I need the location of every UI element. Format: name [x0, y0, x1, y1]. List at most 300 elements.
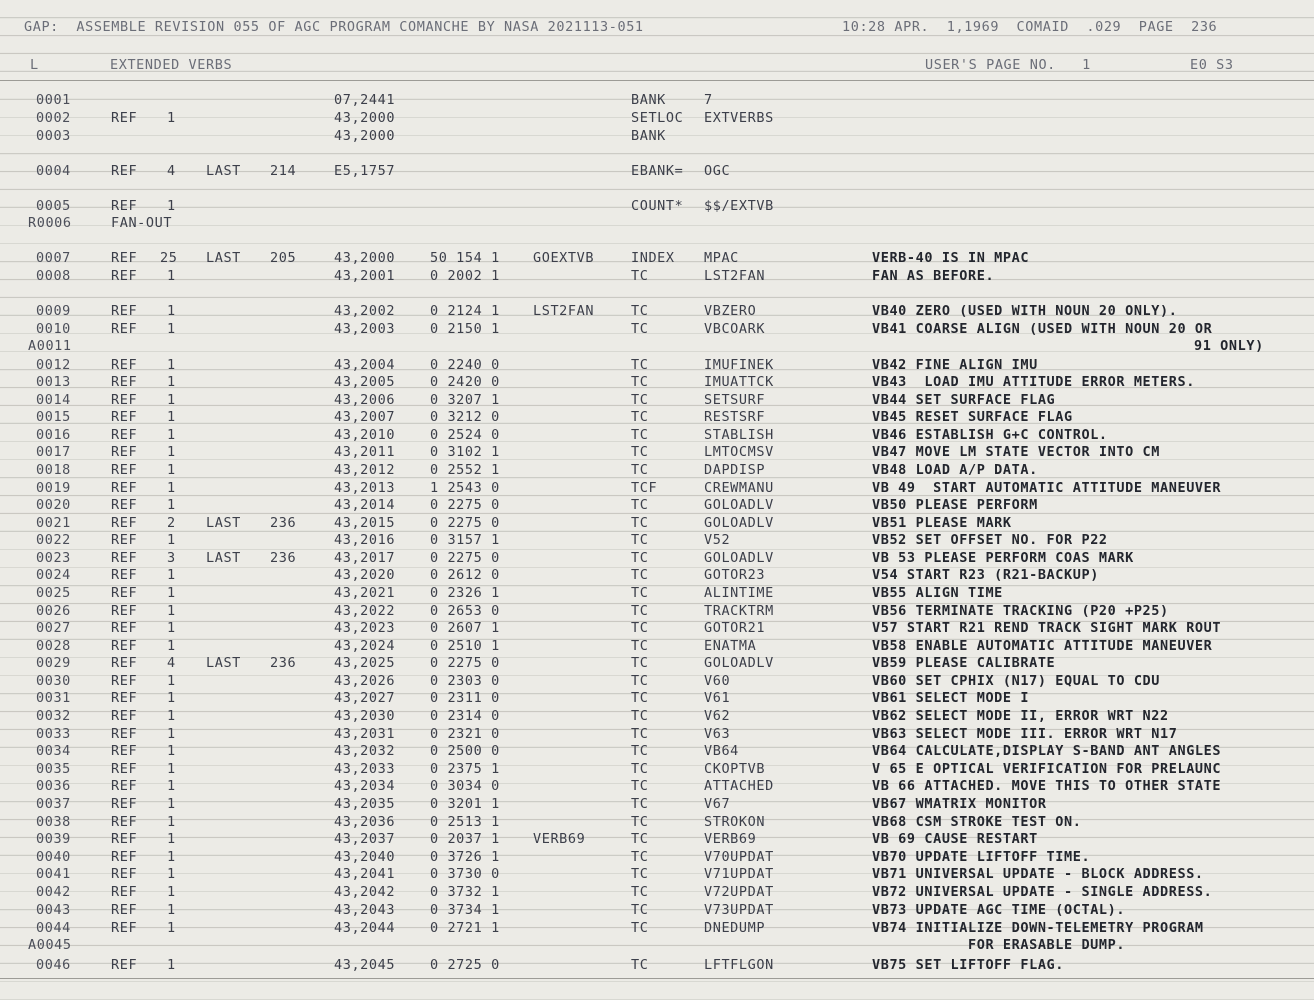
operand: STABLISH	[704, 427, 774, 443]
line-number: 0035	[36, 761, 71, 777]
opcode: TC	[631, 920, 649, 936]
ref-count: 1	[167, 831, 176, 847]
ref-count: 1	[167, 198, 176, 214]
address: 43,2010	[334, 427, 396, 443]
comment: VB 69 CAUSE RESTART	[872, 831, 1038, 847]
opcode: TC	[631, 743, 649, 759]
operand: V67	[704, 796, 731, 812]
operand: SETSURF	[704, 392, 766, 408]
opcode: TC	[631, 515, 649, 531]
opcode: TC	[631, 761, 649, 777]
opcode: INDEX	[631, 250, 675, 266]
opcode: TC	[631, 427, 649, 443]
octal-code: 0 2321 0	[430, 726, 500, 742]
comment: VB75 SET LIFTOFF FLAG.	[872, 957, 1065, 973]
ref-marker: REF	[111, 620, 138, 636]
comment: VB43 LOAD IMU ATTITUDE ERROR METERS.	[872, 374, 1195, 390]
comment: VB62 SELECT MODE II, ERROR WRT N22	[872, 708, 1169, 724]
line-number: 0037	[36, 796, 71, 812]
ref-count: 1	[167, 603, 176, 619]
last-marker: LAST	[206, 515, 241, 531]
line-number: A0045	[28, 937, 72, 953]
operand: ATTACHED	[704, 778, 774, 794]
octal-code: 0 3034 0	[430, 778, 500, 794]
operand: CREWMANU	[704, 480, 774, 496]
octal-code: 0 3726 1	[430, 849, 500, 865]
ref-marker: FAN-OUT	[111, 215, 173, 231]
operand: VB64	[704, 743, 739, 759]
address: 43,2001	[334, 268, 396, 284]
octal-code: 0 2375 1	[430, 761, 500, 777]
line-number: 0026	[36, 603, 71, 619]
line-number: 0008	[36, 268, 71, 284]
ref-marker: REF	[111, 585, 138, 601]
comment: VB70 UPDATE LIFTOFF TIME.	[872, 849, 1091, 865]
octal-code: 0 2552 1	[430, 462, 500, 478]
octal-code: 0 2510 1	[430, 638, 500, 654]
operand: DNEDUMP	[704, 920, 766, 936]
ref-marker: REF	[111, 849, 138, 865]
comment: VB68 CSM STROKE TEST ON.	[872, 814, 1082, 830]
ref-count: 1	[167, 673, 176, 689]
line-number: 0023	[36, 550, 71, 566]
ref-marker: REF	[111, 884, 138, 900]
opcode: TC	[631, 374, 649, 390]
address: 43,2027	[334, 690, 396, 706]
line-number: 0039	[36, 831, 71, 847]
ref-marker: REF	[111, 110, 138, 126]
comment: VB73 UPDATE AGC TIME (OCTAL).	[872, 902, 1126, 918]
ref-marker: REF	[111, 480, 138, 496]
ref-marker: REF	[111, 866, 138, 882]
ref-count: 1	[167, 726, 176, 742]
octal-code: 0 3207 1	[430, 392, 500, 408]
address: 43,2005	[334, 374, 396, 390]
ref-marker: REF	[111, 708, 138, 724]
address: 43,2002	[334, 303, 396, 319]
comment: VB47 MOVE LM STATE VECTOR INTO CM	[872, 444, 1161, 460]
comment: VB50 PLEASE PERFORM	[872, 497, 1038, 513]
operand: IMUATTCK	[704, 374, 774, 390]
opcode: TC	[631, 392, 649, 408]
operand: GOLOADLV	[704, 497, 774, 513]
ref-count: 1	[167, 480, 176, 496]
address: 43,2032	[334, 743, 396, 759]
line-number: 0021	[36, 515, 71, 531]
symbol-label: VERB69	[533, 831, 586, 847]
octal-code: 0 3734 1	[430, 902, 500, 918]
eo-indicator: E0 S3	[1190, 57, 1234, 73]
ref-count: 1	[167, 462, 176, 478]
operand: RESTSRF	[704, 409, 766, 425]
header-title: GAP: ASSEMBLE REVISION 055 OF AGC PROGRAM COMANCHE BY NASA 2021113-051	[24, 19, 644, 35]
comment: VB61 SELECT MODE I	[872, 690, 1030, 706]
operand: V52	[704, 532, 731, 548]
ref-count: 1	[167, 778, 176, 794]
operand: V60	[704, 673, 731, 689]
comment: VB 66 ATTACHED. MOVE THIS TO OTHER STATE	[872, 778, 1222, 794]
opcode: TC	[631, 673, 649, 689]
line-number: 0001	[36, 92, 71, 108]
opcode: TC	[631, 550, 649, 566]
operand: ALINTIME	[704, 585, 774, 601]
address: 43,2037	[334, 831, 396, 847]
ref-marker: REF	[111, 357, 138, 373]
ref-count: 1	[167, 690, 176, 706]
opcode: TC	[631, 902, 649, 918]
address: 43,2014	[334, 497, 396, 513]
comment: FOR ERASABLE DUMP.	[968, 937, 1126, 953]
opcode: TC	[631, 814, 649, 830]
ref-marker: REF	[111, 392, 138, 408]
comment: V57 START R21 REND TRACK SIGHT MARK ROUT	[872, 620, 1222, 636]
ref-count: 1	[167, 303, 176, 319]
octal-code: 0 2607 1	[430, 620, 500, 636]
line-number: 0041	[36, 866, 71, 882]
operand: IMUFINEK	[704, 357, 774, 373]
line-number: 0022	[36, 532, 71, 548]
ref-count: 4	[167, 655, 176, 671]
operand: V63	[704, 726, 731, 742]
line-number: 0015	[36, 409, 71, 425]
ref-count: 1	[167, 796, 176, 812]
line-number: 0032	[36, 708, 71, 724]
operand: DAPDISP	[704, 462, 766, 478]
comment: VB56 TERMINATE TRACKING (P20 +P25)	[872, 603, 1169, 619]
ref-count: 1	[167, 620, 176, 636]
section-title: EXTENDED VERBS	[110, 57, 233, 73]
octal-code: 0 2275 0	[430, 515, 500, 531]
octal-code: 0 3157 1	[430, 532, 500, 548]
octal-code: 1 2543 0	[430, 480, 500, 496]
line-number: 0043	[36, 902, 71, 918]
ref-count: 1	[167, 427, 176, 443]
header-divider	[0, 80, 1314, 81]
opcode: TC	[631, 831, 649, 847]
address: 43,2040	[334, 849, 396, 865]
address: 43,2020	[334, 567, 396, 583]
operand: V62	[704, 708, 731, 724]
address: 43,2041	[334, 866, 396, 882]
ref-marker: REF	[111, 655, 138, 671]
opcode: TC	[631, 957, 649, 973]
ref-marker: REF	[111, 374, 138, 390]
octal-code: 0 2240 0	[430, 357, 500, 373]
comment: VB41 COARSE ALIGN (USED WITH NOUN 20 OR	[872, 321, 1213, 337]
line-number: 0040	[36, 849, 71, 865]
ref-marker: REF	[111, 321, 138, 337]
line-number: 0017	[36, 444, 71, 460]
comment: VB55 ALIGN TIME	[872, 585, 1003, 601]
opcode: TC	[631, 638, 649, 654]
line-number: 0013	[36, 374, 71, 390]
octal-code: 0 3201 1	[430, 796, 500, 812]
address: 43,2011	[334, 444, 396, 460]
ref-count: 1	[167, 532, 176, 548]
ref-marker: REF	[111, 427, 138, 443]
address: E5,1757	[334, 163, 396, 179]
line-number: 0027	[36, 620, 71, 636]
octal-code: 0 3212 0	[430, 409, 500, 425]
ref-count: 2	[167, 515, 176, 531]
ref-marker: REF	[111, 743, 138, 759]
octal-code: 0 2037 1	[430, 831, 500, 847]
ref-marker: REF	[111, 163, 138, 179]
address: 43,2007	[334, 409, 396, 425]
octal-code: 0 2524 0	[430, 427, 500, 443]
ref-count: 1	[167, 268, 176, 284]
footer-divider	[0, 978, 1314, 979]
line-number: A0011	[28, 338, 72, 354]
comment: VB40 ZERO (USED WITH NOUN 20 ONLY).	[872, 303, 1178, 319]
ref-marker: REF	[111, 920, 138, 936]
address: 43,2033	[334, 761, 396, 777]
opcode: TC	[631, 321, 649, 337]
address: 43,2006	[334, 392, 396, 408]
opcode: TC	[631, 690, 649, 706]
operand: TRACKTRM	[704, 603, 774, 619]
comment: V54 START R23 (R21-BACKUP)	[872, 567, 1099, 583]
address: 43,2015	[334, 515, 396, 531]
line-number: 0036	[36, 778, 71, 794]
line-number: 0014	[36, 392, 71, 408]
address: 43,2023	[334, 620, 396, 636]
ref-count: 4	[167, 163, 176, 179]
operand: VERB69	[704, 831, 757, 847]
header-row2-marker: L	[30, 57, 39, 73]
ref-marker: REF	[111, 957, 138, 973]
line-number: 0024	[36, 567, 71, 583]
ref-marker: REF	[111, 198, 138, 214]
last-page: 236	[270, 515, 297, 531]
last-marker: LAST	[206, 655, 241, 671]
ref-count: 1	[167, 638, 176, 654]
ref-marker: REF	[111, 532, 138, 548]
operand: GOTOR21	[704, 620, 766, 636]
operand: VBZERO	[704, 303, 757, 319]
line-number: 0042	[36, 884, 71, 900]
line-number: 0029	[36, 655, 71, 671]
opcode: TC	[631, 708, 649, 724]
opcode: TC	[631, 497, 649, 513]
ref-count: 1	[167, 567, 176, 583]
line-number: 0028	[36, 638, 71, 654]
ref-marker: REF	[111, 550, 138, 566]
line-number: 0038	[36, 814, 71, 830]
address: 43,2003	[334, 321, 396, 337]
line-number: 0030	[36, 673, 71, 689]
last-page: 236	[270, 655, 297, 671]
ref-count: 1	[167, 392, 176, 408]
comment: 91 ONLY)	[1194, 338, 1264, 354]
octal-code: 0 2500 0	[430, 743, 500, 759]
octal-code: 0 2275 0	[430, 550, 500, 566]
symbol-label: LST2FAN	[533, 303, 595, 319]
ref-count: 1	[167, 708, 176, 724]
ref-marker: REF	[111, 303, 138, 319]
operand: STROKON	[704, 814, 766, 830]
address: 43,2013	[334, 480, 396, 496]
opcode: BANK	[631, 92, 666, 108]
comment: VB46 ESTABLISH G+C CONTROL.	[872, 427, 1108, 443]
ref-count: 1	[167, 357, 176, 373]
ref-count: 1	[167, 902, 176, 918]
line-number: 0018	[36, 462, 71, 478]
opcode: TC	[631, 357, 649, 373]
comment: VB 49 START AUTOMATIC ATTITUDE MANEUVER	[872, 480, 1222, 496]
last-marker: LAST	[206, 163, 241, 179]
operand: LMTOCMSV	[704, 444, 774, 460]
comment: VERB-40 IS IN MPAC	[872, 250, 1030, 266]
operand: OGC	[704, 163, 731, 179]
line-number: 0005	[36, 198, 71, 214]
line-number: 0016	[36, 427, 71, 443]
opcode: EBANK=	[631, 163, 684, 179]
address: 43,2024	[334, 638, 396, 654]
ref-marker: REF	[111, 726, 138, 742]
comment: VB51 PLEASE MARK	[872, 515, 1012, 531]
ref-count: 1	[167, 814, 176, 830]
ref-count: 1	[167, 761, 176, 777]
operand: MPAC	[704, 250, 739, 266]
opcode: TC	[631, 268, 649, 284]
ref-marker: REF	[111, 796, 138, 812]
ref-marker: REF	[111, 761, 138, 777]
ref-marker: REF	[111, 673, 138, 689]
line-number: 0010	[36, 321, 71, 337]
operand: $$/EXTVB	[704, 198, 774, 214]
octal-code: 0 2513 1	[430, 814, 500, 830]
comment: VB52 SET OFFSET NO. FOR P22	[872, 532, 1108, 548]
line-number: 0009	[36, 303, 71, 319]
octal-code: 0 2420 0	[430, 374, 500, 390]
ref-marker: REF	[111, 462, 138, 478]
ref-marker: REF	[111, 690, 138, 706]
opcode: TC	[631, 620, 649, 636]
comment: VB 53 PLEASE PERFORM COAS MARK	[872, 550, 1134, 566]
ref-count: 1	[167, 321, 176, 337]
address: 43,2035	[334, 796, 396, 812]
octal-code: 0 3730 0	[430, 866, 500, 882]
comment: VB74 INITIALIZE DOWN-TELEMETRY PROGRAM	[872, 920, 1204, 936]
comment: VB42 FINE ALIGN IMU	[872, 357, 1038, 373]
operand: CKOPTVB	[704, 761, 766, 777]
line-number: 0025	[36, 585, 71, 601]
opcode: BANK	[631, 128, 666, 144]
ref-marker: REF	[111, 515, 138, 531]
opcode: TC	[631, 884, 649, 900]
operand: GOLOADLV	[704, 515, 774, 531]
opcode: TCF	[631, 480, 658, 496]
ref-marker: REF	[111, 250, 138, 266]
operand: 7	[704, 92, 713, 108]
comment: FAN AS BEFORE.	[872, 268, 995, 284]
ref-marker: REF	[111, 444, 138, 460]
ref-marker: REF	[111, 567, 138, 583]
opcode: COUNT*	[631, 198, 684, 214]
octal-code: 0 2653 0	[430, 603, 500, 619]
octal-code: 0 2150 1	[430, 321, 500, 337]
line-number: 0003	[36, 128, 71, 144]
address: 43,2036	[334, 814, 396, 830]
ref-count: 1	[167, 110, 176, 126]
operand: V61	[704, 690, 731, 706]
octal-code: 0 3102 1	[430, 444, 500, 460]
comment: VB63 SELECT MODE III. ERROR WRT N17	[872, 726, 1178, 742]
opcode: TC	[631, 655, 649, 671]
users-page-number: USER'S PAGE NO. 1	[925, 57, 1091, 73]
ref-count: 1	[167, 497, 176, 513]
address: 43,2016	[334, 532, 396, 548]
address: 43,2004	[334, 357, 396, 373]
ref-marker: REF	[111, 268, 138, 284]
line-number: R0006	[28, 215, 72, 231]
ref-count: 1	[167, 409, 176, 425]
opcode: TC	[631, 603, 649, 619]
opcode: TC	[631, 866, 649, 882]
address: 43,2017	[334, 550, 396, 566]
ref-marker: REF	[111, 814, 138, 830]
comment: VB72 UNIVERSAL UPDATE - SINGLE ADDRESS.	[872, 884, 1213, 900]
octal-code: 0 3732 1	[430, 884, 500, 900]
line-number: 0020	[36, 497, 71, 513]
line-number: 0031	[36, 690, 71, 706]
ref-marker: REF	[111, 497, 138, 513]
operand: V70UPDAT	[704, 849, 774, 865]
line-number: 0004	[36, 163, 71, 179]
ref-marker: REF	[111, 409, 138, 425]
address: 43,2045	[334, 957, 396, 973]
line-number: 0033	[36, 726, 71, 742]
address: 43,2043	[334, 902, 396, 918]
ref-count: 1	[167, 743, 176, 759]
opcode: TC	[631, 778, 649, 794]
ref-marker: REF	[111, 902, 138, 918]
comment: VB60 SET CPHIX (N17) EQUAL TO CDU	[872, 673, 1161, 689]
operand: V72UPDAT	[704, 884, 774, 900]
octal-code: 0 2326 1	[430, 585, 500, 601]
comment: VB67 WMATRIX MONITOR	[872, 796, 1047, 812]
octal-code: 0 2303 0	[430, 673, 500, 689]
octal-code: 0 2612 0	[430, 567, 500, 583]
last-page: 214	[270, 163, 297, 179]
ref-count: 1	[167, 866, 176, 882]
ref-marker: REF	[111, 603, 138, 619]
line-number: 0019	[36, 480, 71, 496]
address: 43,2025	[334, 655, 396, 671]
line-number: 0044	[36, 920, 71, 936]
last-page: 205	[270, 250, 297, 266]
comment: VB71 UNIVERSAL UPDATE - BLOCK ADDRESS.	[872, 866, 1204, 882]
comment: VB59 PLEASE CALIBRATE	[872, 655, 1056, 671]
line-number: 0012	[36, 357, 71, 373]
opcode: TC	[631, 444, 649, 460]
ref-count: 1	[167, 444, 176, 460]
ref-marker: REF	[111, 831, 138, 847]
comment: VB64 CALCULATE,DISPLAY S-BAND ANT ANGLES	[872, 743, 1222, 759]
ref-marker: REF	[111, 638, 138, 654]
ref-count: 1	[167, 849, 176, 865]
comment: VB44 SET SURFACE FLAG	[872, 392, 1056, 408]
line-number: 0002	[36, 110, 71, 126]
address: 43,2000	[334, 128, 396, 144]
opcode: TC	[631, 303, 649, 319]
address: 43,2012	[334, 462, 396, 478]
octal-code: 0 2311 0	[430, 690, 500, 706]
opcode: TC	[631, 462, 649, 478]
operand: V73UPDAT	[704, 902, 774, 918]
opcode: TC	[631, 532, 649, 548]
